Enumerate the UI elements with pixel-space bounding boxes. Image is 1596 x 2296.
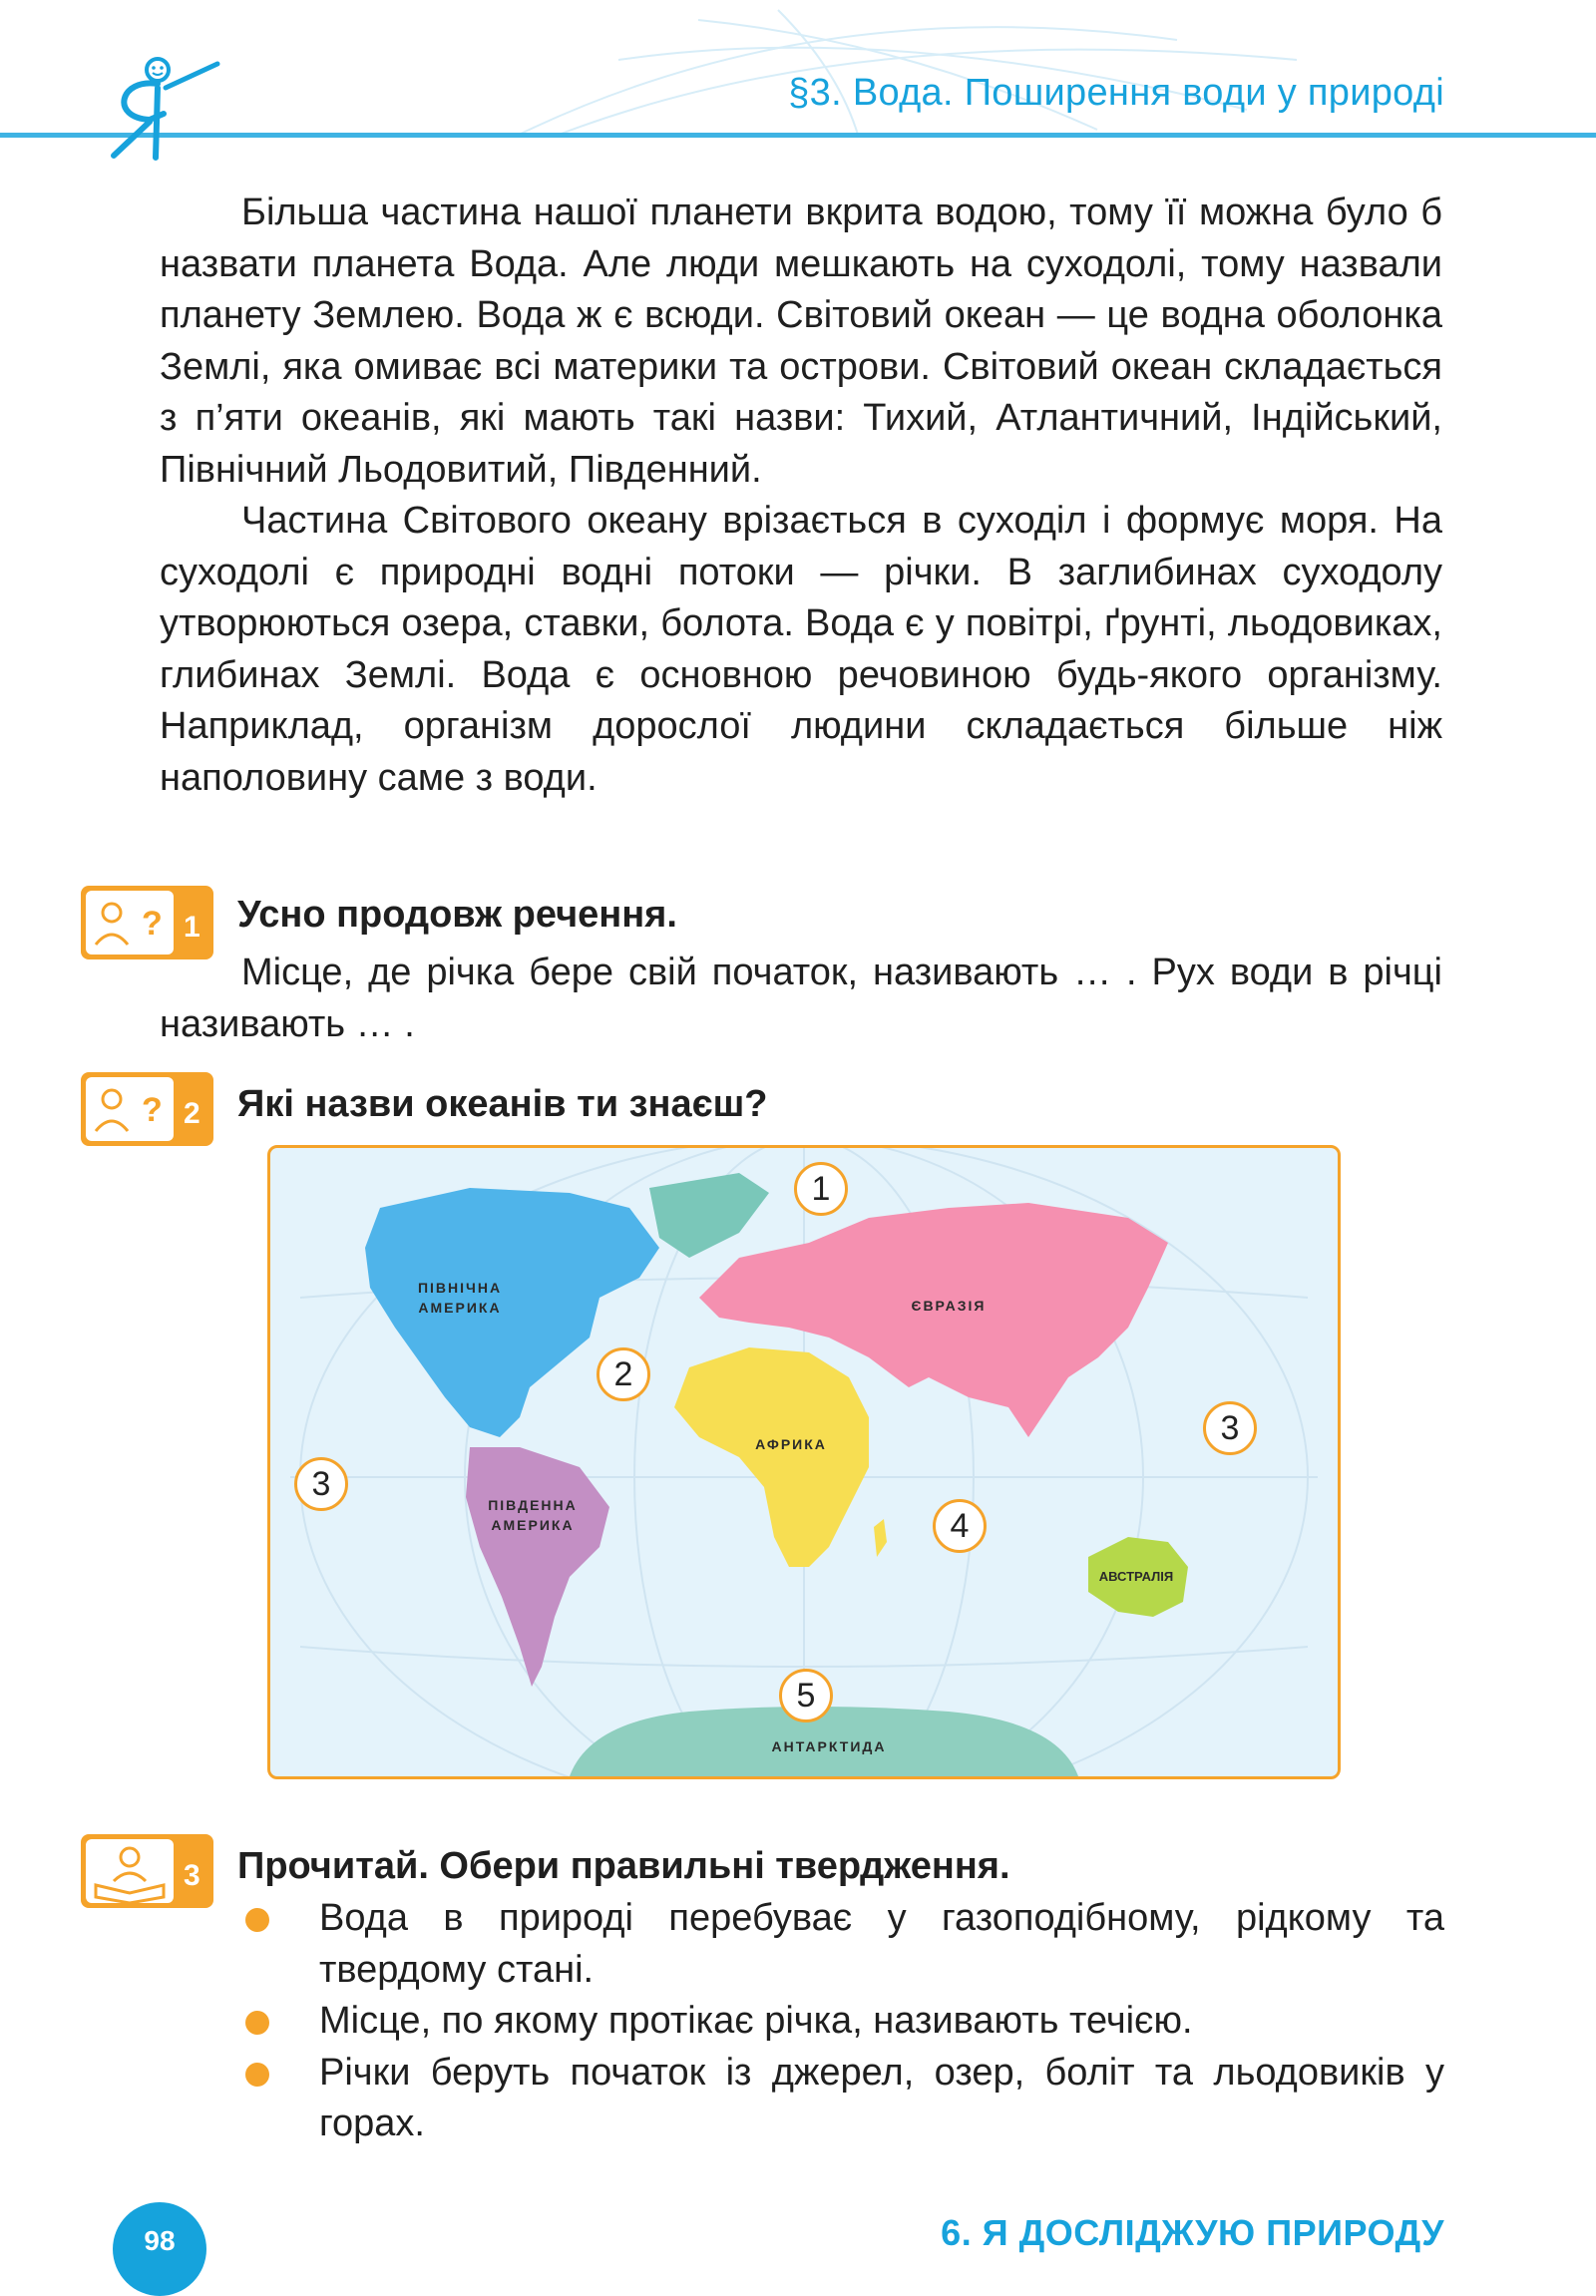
task-badge-2: [80, 1071, 214, 1147]
header-rule: [0, 133, 1596, 138]
page-title: §3. Вода. Поширення води у природі: [788, 72, 1444, 114]
ocean-marker-5: 5: [779, 1669, 833, 1722]
label-eurasia: ЄВРАЗІЯ: [911, 1298, 987, 1314]
ocean-marker-1: 1: [794, 1162, 848, 1216]
ocean-marker-2: 2: [597, 1347, 650, 1401]
intro-paragraph-2: Частина Світового океану врізається в суходіл і формує моря. На суходолі є природні водні потоки — річки. В заглибинах суходолу утворюються озера, ставки, болота. Вода є у повітрі, ґрунті, льодовиках, глибинах Землі. Вода є основною речовиною будь-якого організму. Наприклад, організм дорослої людини складається більше ніж наполовину саме з води.: [160, 500, 1442, 799]
world-map: [267, 1145, 1341, 1779]
svg-text:?: ?: [142, 1091, 163, 1129]
statement-text: Місце, по якому протікає річка, називають течією.: [319, 2000, 1193, 2042]
ocean-marker-3-west: 3: [294, 1457, 348, 1511]
ocean-marker-4: 4: [933, 1499, 987, 1553]
bullet-dot-icon: [245, 2063, 269, 2087]
label-north-america: ПІВНІЧНА АМЕРИКА: [417, 1280, 503, 1316]
page-number: 98: [113, 2202, 206, 2296]
africa-shape: [674, 1347, 869, 1567]
task-badge-3: [80, 1833, 214, 1909]
greenland-shape: [649, 1173, 769, 1258]
label-antarctica: АНТАРКТИДА: [771, 1738, 887, 1754]
ya-logo-icon: [100, 48, 229, 168]
statement-text: Вода в природі перебуває у газоподібному, рідкому та твердому стані.: [319, 1897, 1444, 1991]
ocean-marker-3-east: 3: [1203, 1401, 1257, 1455]
label-south-america: ПІВДЕННА АМЕРИКА: [488, 1497, 578, 1533]
south-america-shape: [466, 1447, 609, 1687]
task1-text: Місце, де річка бере свій початок, називають … . Рух води в річці називають … .: [160, 952, 1442, 1045]
bullet-dot-icon: [245, 1908, 269, 1932]
task3-statements: [237, 1893, 1444, 2150]
statement-item: [237, 1893, 1444, 1996]
statement-text: Річки беруть початок із джерел, озер, боліт та льодовиків у горах.: [319, 2051, 1444, 2144]
label-australia: АВСТРАЛІЯ: [1098, 1569, 1174, 1584]
madagascar-shape: [874, 1519, 887, 1557]
bullet-dot-icon: [245, 2011, 269, 2035]
task3-title: Прочитай. Обери правильні твердження.: [237, 1845, 1010, 1887]
task-number-3: 3: [184, 1859, 200, 1892]
section-title: 6. Я ДОСЛІДЖУЮ ПРИРОДУ: [941, 2212, 1444, 2253]
intro-paragraph-1: Більша частина нашої планети вкрита водою, тому її можна було б назвати планета Вода. Але люди мешкають на суходолі, тому назвали планету Землею. Вода ж є всюди. Світовий океан — це водна оболонка Землі, яка омиває всі материки та острови. Світовий океан складається з п’яти океанів, які мають такі назви: Тихий, Атлантичний, Індійський, Північний Льодовитий, Південний.: [160, 191, 1442, 491]
label-africa: АФРИКА: [755, 1436, 827, 1452]
task-number-1: 1: [184, 911, 200, 944]
statement-item: [237, 2048, 1444, 2150]
statement-item: [237, 1996, 1444, 2048]
task2-title: Які назви океанів ти знаєш?: [237, 1083, 768, 1125]
svg-text:?: ?: [142, 905, 163, 943]
task1-title: Усно продовж речення.: [237, 894, 677, 936]
task-number-2: 2: [184, 1097, 200, 1130]
intro-text: [160, 188, 1442, 804]
